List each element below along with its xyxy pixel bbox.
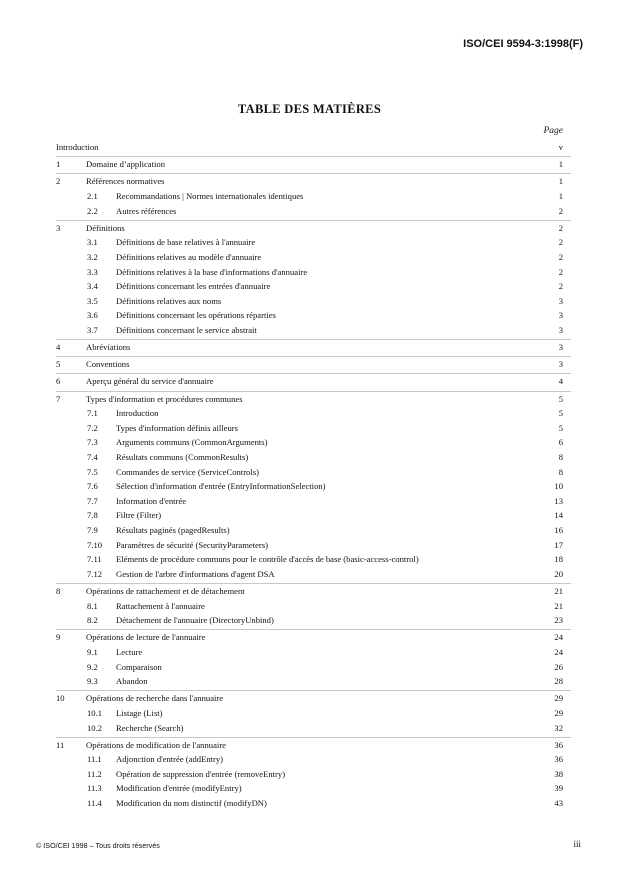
toc-entry-page: 3 [558,342,563,353]
toc-entry-title: Sélection d'information d'entrée (EntryInformationSelection) [116,481,326,492]
toc-entry-leader [116,721,527,736]
toc-entry[interactable] [56,339,571,355]
toc-entry-page: 8 [558,466,563,477]
toc-entry-number: 2.1 [87,190,98,201]
toc-entry-title: Opérations de rattachement et de détachement [86,585,245,596]
toc-entry-leader [86,392,527,407]
toc-entry[interactable] [56,660,571,675]
toc-entry-number: 3.7 [87,324,98,335]
toc-entry-title: Définitions [86,222,125,233]
toc-entry-page: 29 [554,707,563,718]
toc-entry-leader [116,465,527,480]
toc-entry-page: 13 [554,495,563,506]
toc-entry[interactable] [56,583,571,599]
toc-entry-leader [116,235,527,250]
toc-entry[interactable] [56,189,571,204]
toc-entry-title: Information d'entrée [116,495,187,506]
toc-entry-number: 8.2 [87,615,98,626]
toc-entry-page: 2 [558,281,563,292]
toc-entry-page: 10 [554,481,563,492]
toc-entry-leader [116,450,527,465]
toc-entry-page: 6 [558,437,563,448]
toc-entry-title: Filtre (Filter) [116,510,162,521]
toc-entry-number: 7.1 [87,408,98,419]
toc-entry-title: Commandes de service (ServiceControls) [116,466,259,477]
toc-entry-title: Abréviations [86,342,131,353]
toc-entry-title: Adjonction d'entrée (addEntry) [116,754,224,765]
toc-entry-title: Détachement de l'annuaire (DirectoryUnbind) [116,615,274,626]
toc-entry[interactable] [56,752,571,767]
toc-entry[interactable] [56,356,571,372]
toc-entry[interactable] [56,235,571,250]
toc-entry-leader [116,552,527,567]
toc-entry[interactable] [56,690,571,706]
toc-entry-leader [116,479,527,494]
toc-entry-leader [86,174,527,189]
toc-entry-page: 5 [558,408,563,419]
toc-entry-title: Listage (List) [116,707,163,718]
toc-entry-title: Aperçu général du service d'annuaire [86,376,214,387]
toc-entry-number: 10 [56,693,65,704]
toc-entry-leader [116,435,527,450]
toc-entry-number: 1 [56,159,61,170]
toc-entry-title: Résultats paginés (pagedResults) [116,525,230,535]
toc-entry-page: 3 [558,324,563,335]
toc-entry-title: Gestion de l'arbre d'informations d'agent DSA [116,568,275,579]
toc-entry-leader [116,706,527,721]
copyright-notice: © ISO/CEI 1998 – Tous droits réservés [36,841,160,850]
toc-entry-title: Modification d'entrée (modifyEntry) [116,783,242,794]
toc-entry[interactable] [56,567,571,582]
toc-entry-number: 7.5 [87,466,98,477]
toc-entry-page: 14 [554,510,563,521]
toc-entry-number: 7.2 [87,422,98,433]
toc-entry-page: 43 [554,798,563,809]
toc-entry-number: 3.3 [87,266,98,277]
toc-entry-leader [86,691,527,706]
toc-entry-page: 2 [558,205,563,216]
toc-entry[interactable] [56,508,571,523]
toc-entry-leader [116,613,527,628]
toc-entry-page: 32 [554,722,563,733]
document-id: ISO/CEI 9594-3:1998(F) [463,38,583,50]
toc-entry-number: 7.6 [87,481,98,492]
toc-entry-number: 11 [56,739,65,750]
toc-entry-page: 28 [554,676,563,687]
toc-entry-title: Opérations de modification de l'annuaire [86,739,226,750]
toc-entry-title: Définitions relatives aux noms [116,295,222,306]
toc-entry[interactable] [56,781,571,796]
toc-entry-page: 24 [554,646,563,657]
toc-entry[interactable] [56,599,571,614]
toc-entry-title: Introduction [56,142,99,152]
toc-entry-number: 7.12 [87,568,103,579]
toc-entry-number: 3.2 [87,251,98,262]
toc-entry-leader [86,157,527,172]
toc-entry-number: 8 [56,585,61,596]
toc-entry-number: 3.4 [87,281,98,292]
toc-entry[interactable] [56,479,571,494]
toc-entry-leader [116,767,527,782]
toc-entry[interactable] [56,279,571,294]
toc-entry-page: 5 [558,422,563,433]
toc-entry-leader [116,250,527,265]
toc-entry-leader [116,660,527,675]
toc-entry[interactable] [56,140,571,155]
toc-entry-leader [116,752,527,767]
toc-entry-number: 9.3 [87,676,98,687]
toc-entry[interactable] [56,265,571,280]
toc-entry-leader [86,357,527,372]
toc-entry-number: 10.2 [87,722,103,733]
toc-entry-title: Types d'information définis ailleurs [116,422,238,433]
toc-entry-number: 7.11 [87,554,102,565]
toc-entry-number: 7.3 [87,437,98,448]
toc-entry[interactable] [56,538,571,553]
toc-entry-leader [56,140,527,155]
toc-entry-title: Références normatives [86,176,165,187]
toc-entry[interactable] [56,674,571,689]
toc-entry-title: Recherche (Search) [116,722,184,733]
toc-entry-number: 3.1 [87,237,98,248]
toc-entry-page: 21 [554,600,563,611]
toc-entry-leader [116,323,527,338]
toc-entry-page: 4 [558,376,563,387]
toc-entry[interactable] [56,737,571,753]
toc-entry-number: 5 [56,359,61,370]
toc-entry-leader [116,406,527,421]
toc-entry-title: Paramètres de sécurité (SecurityParameters) [116,539,268,550]
toc-entry[interactable] [56,220,571,236]
toc-entry[interactable] [56,613,571,628]
toc-entry-leader [116,523,527,538]
toc-entry-title: Lecture [116,646,143,657]
toc-entry-leader [116,308,527,323]
toc-entry-title: Définitions concernant le service abstrait [116,324,257,335]
toc-entry-leader [116,645,527,660]
page-number: iii [573,839,581,849]
toc-entry[interactable] [56,421,571,436]
toc-entry-title: Modification du nom distinctif (modifyDN) [116,798,267,809]
toc-entry-leader [86,738,527,753]
toc-entry-page: 23 [554,615,563,626]
toc-entry-page: 2 [558,266,563,277]
toc-entry[interactable] [56,645,571,660]
toc-entry-title: Opérations de recherche dans l'annuaire [86,693,224,704]
toc-entry-page: 5 [558,393,563,404]
toc-entry-leader [86,340,527,355]
toc-entry-title: Définitions concernant les opérations réparties [116,310,276,321]
toc-entry-number: 11.1 [87,754,102,765]
toc-entry-page: 36 [554,739,563,750]
toc-entry-title: Types d'information et procédures communes [86,393,243,404]
toc-entry[interactable] [56,706,571,721]
toc-entry-page: 26 [554,661,563,672]
toc-entry-page: 20 [554,568,563,579]
toc-entry-page: 21 [554,585,563,596]
toc-entry-leader [86,221,527,236]
toc-entry-leader [116,567,527,582]
toc-entry[interactable] [56,373,571,389]
toc-entry[interactable] [56,308,571,323]
toc-entry-number: 7.7 [87,495,98,506]
toc-entry-page: 8 [558,452,563,463]
toc-entry-leader [116,265,527,280]
toc-entry-page: 29 [554,693,563,704]
toc-entry-title: Définitions concernant les entrées d'annuaire [116,281,271,292]
toc-entry[interactable] [56,552,571,567]
toc-entry-page: 38 [554,768,563,779]
toc-entry-number: 7.8 [87,510,98,521]
toc-entry-title: Conventions [86,359,130,370]
toc-entry-title: Abandon [116,676,148,687]
toc-entry-number: 8.1 [87,600,98,611]
toc-entry-title: Définitions relatives à la base d'informations d'annuaire [116,266,308,277]
toc-entry-leader [116,674,527,689]
toc-entry-number: 2 [56,176,61,187]
toc-entry-title: Domaine d’application [86,159,165,170]
toc-entry-leader [116,189,527,204]
toc-entry-title: Introduction [116,408,159,419]
toc-entry-leader [116,494,527,509]
toc-entry[interactable] [56,406,571,421]
table-of-contents [56,140,571,811]
toc-entry-page: 39 [554,783,563,794]
toc-entry-number: 11.2 [87,768,102,779]
toc-entry-page: 3 [558,295,563,306]
toc-entry-page: 2 [558,237,563,248]
toc-entry[interactable] [56,250,571,265]
toc-entry-title: Résultats communs (CommonResults) [116,452,249,463]
toc-entry[interactable] [56,523,571,538]
toc-entry-leader [116,781,527,796]
page-column-label: Page [543,126,563,136]
toc-entry[interactable] [56,494,571,509]
toc-entry-number: 2.2 [87,205,98,216]
toc-entry[interactable] [56,767,571,782]
toc-entry[interactable] [56,323,571,338]
toc-entry[interactable] [56,450,571,465]
toc-entry-number: 9.1 [87,646,98,657]
toc-entry-number: 7.9 [87,525,98,535]
toc-entry-number: 3.6 [87,310,98,321]
toc-entry-number: 7 [56,393,61,404]
toc-entry[interactable] [56,173,571,189]
toc-entry[interactable] [56,435,571,450]
toc-entry-leader [116,538,527,553]
toc-entry-page: 36 [554,754,563,765]
toc-entry-page: 1 [558,176,563,187]
toc-entry-title: Comparaison [116,661,162,672]
toc-entry[interactable] [56,156,571,172]
toc-entry-number: 9 [56,632,61,643]
toc-entry-page: 16 [554,525,563,535]
toc-entry-title: Autres références [116,205,177,216]
toc-entry-page: 24 [554,632,563,643]
toc-entry[interactable] [56,629,571,645]
toc-entry-leader [116,294,527,309]
toc-entry-page: v [558,142,563,152]
toc-entry-page: 2 [558,251,563,262]
toc-entry-page: 1 [558,159,563,170]
toc-entry-leader [116,599,527,614]
toc-entry-number: 7.10 [87,539,103,550]
toc-entry-title: Rattachement à l'annuaire [116,600,205,611]
toc-entry-number: 3 [56,222,61,233]
toc-entry[interactable] [56,796,571,811]
toc-entry-leader [86,630,527,645]
toc-entry-leader [116,421,527,436]
toc-entry[interactable] [56,391,571,407]
toc-entry-number: 6 [56,376,61,387]
toc-entry-leader [86,374,527,389]
toc-entry-number: 9.2 [87,661,98,672]
page-title: TABLE DES MATIÈRES [237,102,382,116]
toc-entry[interactable] [56,721,571,736]
toc-entry-page: 2 [558,222,563,233]
toc-entry-number: 3.5 [87,295,98,306]
toc-entry[interactable] [56,294,571,309]
toc-entry-title: Opération de suppression d'entrée (removeEntry) [116,768,286,779]
toc-entry-page: 18 [554,554,563,565]
toc-entry-page: 17 [554,539,563,550]
toc-entry-number: 11.3 [87,783,102,794]
toc-entry-leader [116,279,527,294]
toc-entry-page: 3 [558,359,563,370]
toc-entry-title: Recommandations | Normes internationales identiques [116,190,304,201]
toc-entry-number: 10.1 [87,707,103,718]
toc-entry-title: Définitions relatives au modèle d'annuaire [116,251,262,262]
toc-entry-title: Définitions de base relatives à l'annuaire [116,237,256,248]
toc-entry-title: Eléments de procédure communs pour le contrôle d'accès de base (basic-access-control) [116,554,419,565]
toc-entry-leader [116,796,527,811]
toc-entry-page: 3 [558,310,563,321]
toc-entry-number: 7.4 [87,452,98,463]
toc-entry-number: 11.4 [87,798,102,809]
toc-entry-page: 1 [558,190,563,201]
toc-entry-leader [86,584,527,599]
toc-entry[interactable] [56,204,571,219]
toc-entry-leader [116,204,527,219]
toc-entry-title: Opérations de lecture de l'annuaire [86,632,206,643]
toc-entry-title: Arguments communs (CommonArguments) [116,437,268,448]
toc-entry-leader [116,508,527,523]
toc-entry-number: 4 [56,342,61,353]
toc-entry[interactable] [56,465,571,480]
